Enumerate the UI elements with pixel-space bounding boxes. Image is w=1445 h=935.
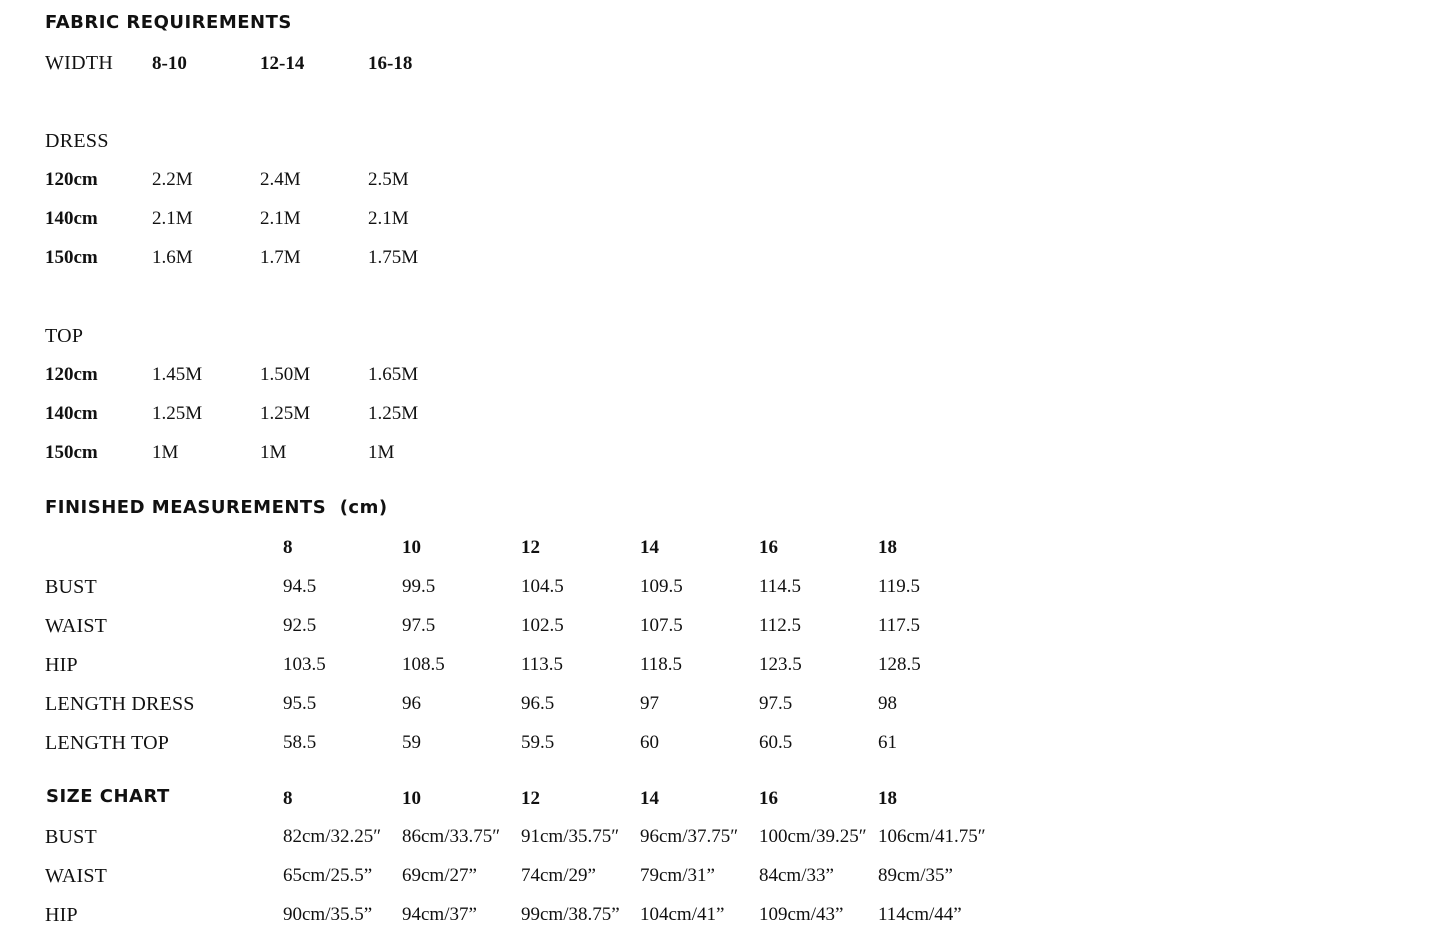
finished-value: 108.5 <box>402 654 445 675</box>
dress-row-width: 150cm <box>45 247 98 268</box>
finished-value: 96.5 <box>521 693 555 714</box>
top-section-label: TOP <box>45 325 84 347</box>
size-chart-value: 65cm/25.5” <box>283 865 373 886</box>
finished-row-label: LENGTH TOP <box>45 732 170 754</box>
finished-value: 99.5 <box>402 576 436 597</box>
finished-value: 92.5 <box>283 615 317 636</box>
dress-value: 2.1M <box>368 208 409 229</box>
finished-measurements-heading: FINISHED MEASUREMENTS (cm) <box>45 497 388 518</box>
finished-value: 113.5 <box>521 654 564 675</box>
size-chart-value: 89cm/35” <box>878 865 953 886</box>
size-chart-value: 99cm/38.75” <box>521 904 620 925</box>
top-row-width: 140cm <box>45 403 98 424</box>
finished-size-header: 14 <box>640 537 659 558</box>
finished-size-header: 16 <box>759 537 778 558</box>
size-chart-value: 114cm/44” <box>878 904 962 925</box>
dress-row-width: 140cm <box>45 208 98 229</box>
finished-value: 117.5 <box>878 615 921 636</box>
finished-value: 96 <box>402 693 421 714</box>
finished-value: 95.5 <box>283 693 317 714</box>
finished-size-header: 18 <box>878 537 897 558</box>
top-value: 1M <box>152 442 179 463</box>
size-chart-row-label: WAIST <box>45 865 108 887</box>
finished-size-header: 12 <box>521 537 540 558</box>
size-chart-size-header: 14 <box>640 788 659 809</box>
top-value: 1.25M <box>368 403 419 424</box>
top-value: 1M <box>368 442 395 463</box>
finished-size-header: 10 <box>402 537 421 558</box>
finished-value: 97.5 <box>402 615 436 636</box>
fabric-size-header: 8-10 <box>152 53 187 74</box>
dress-value: 2.1M <box>152 208 193 229</box>
dress-row-width: 120cm <box>45 169 98 190</box>
size-chart-value: 69cm/27” <box>402 865 477 886</box>
size-chart-size-header: 10 <box>402 788 421 809</box>
top-value: 1.65M <box>368 364 419 385</box>
finished-row-label: WAIST <box>45 615 108 637</box>
finished-value: 109.5 <box>640 576 683 597</box>
dress-value: 2.1M <box>260 208 301 229</box>
finished-value: 97.5 <box>759 693 793 714</box>
top-row-width: 150cm <box>45 442 98 463</box>
size-chart-value: 91cm/35.75″ <box>521 826 620 847</box>
size-chart-size-header: 12 <box>521 788 540 809</box>
size-chart-value: 106cm/41.75″ <box>878 826 986 847</box>
size-chart-size-header: 8 <box>283 788 293 809</box>
finished-value: 118.5 <box>640 654 683 675</box>
dress-value: 2.4M <box>260 169 301 190</box>
size-chart-value: 94cm/37” <box>402 904 477 925</box>
size-chart-value: 90cm/35.5” <box>283 904 373 925</box>
size-chart-value: 86cm/33.75″ <box>402 826 501 847</box>
top-value: 1.25M <box>260 403 311 424</box>
size-chart-value: 104cm/41” <box>640 904 725 925</box>
width-label: WIDTH <box>45 52 114 74</box>
top-value: 1M <box>260 442 287 463</box>
finished-value: 59.5 <box>521 732 555 753</box>
finished-row-label: LENGTH DRESS <box>45 693 195 715</box>
finished-size-header: 8 <box>283 537 293 558</box>
finished-value: 104.5 <box>521 576 564 597</box>
top-value: 1.25M <box>152 403 203 424</box>
size-chart-value: 96cm/37.75″ <box>640 826 739 847</box>
finished-value: 128.5 <box>878 654 921 675</box>
finished-row-label: BUST <box>45 576 97 598</box>
dress-value: 1.6M <box>152 247 193 268</box>
fabric-size-header: 12-14 <box>260 53 305 74</box>
top-row-width: 120cm <box>45 364 98 385</box>
finished-value: 97 <box>640 693 659 714</box>
dress-value: 1.7M <box>260 247 301 268</box>
finished-value: 94.5 <box>283 576 317 597</box>
dress-section-label: DRESS <box>45 130 109 152</box>
finished-value: 98 <box>878 693 897 714</box>
dress-value: 1.75M <box>368 247 419 268</box>
finished-value: 114.5 <box>759 576 802 597</box>
dress-value: 2.5M <box>368 169 409 190</box>
finished-value: 103.5 <box>283 654 326 675</box>
size-chart-value: 79cm/31” <box>640 865 715 886</box>
size-chart-size-header: 16 <box>759 788 778 809</box>
size-chart-value: 74cm/29” <box>521 865 596 886</box>
finished-value: 60 <box>640 732 659 753</box>
size-chart-value: 82cm/32.25″ <box>283 826 382 847</box>
size-chart-value: 100cm/39.25″ <box>759 826 867 847</box>
size-chart-size-header: 18 <box>878 788 897 809</box>
finished-value: 59 <box>402 732 421 753</box>
finished-value: 102.5 <box>521 615 564 636</box>
finished-row-label: HIP <box>45 654 78 676</box>
finished-value: 112.5 <box>759 615 802 636</box>
finished-value: 119.5 <box>878 576 921 597</box>
finished-value: 60.5 <box>759 732 793 753</box>
fabric-size-header: 16-18 <box>368 53 413 74</box>
finished-value: 61 <box>878 732 897 753</box>
fabric-requirements-heading: FABRIC REQUIREMENTS <box>45 12 292 33</box>
size-chart-row-label: HIP <box>45 904 78 926</box>
size-chart-heading: SIZE CHART <box>46 786 170 807</box>
size-chart-value: 84cm/33” <box>759 865 834 886</box>
finished-value: 58.5 <box>283 732 317 753</box>
top-value: 1.50M <box>260 364 311 385</box>
size-chart-row-label: BUST <box>45 826 97 848</box>
finished-value: 123.5 <box>759 654 802 675</box>
dress-value: 2.2M <box>152 169 193 190</box>
top-value: 1.45M <box>152 364 203 385</box>
finished-value: 107.5 <box>640 615 683 636</box>
size-chart-value: 109cm/43” <box>759 904 844 925</box>
